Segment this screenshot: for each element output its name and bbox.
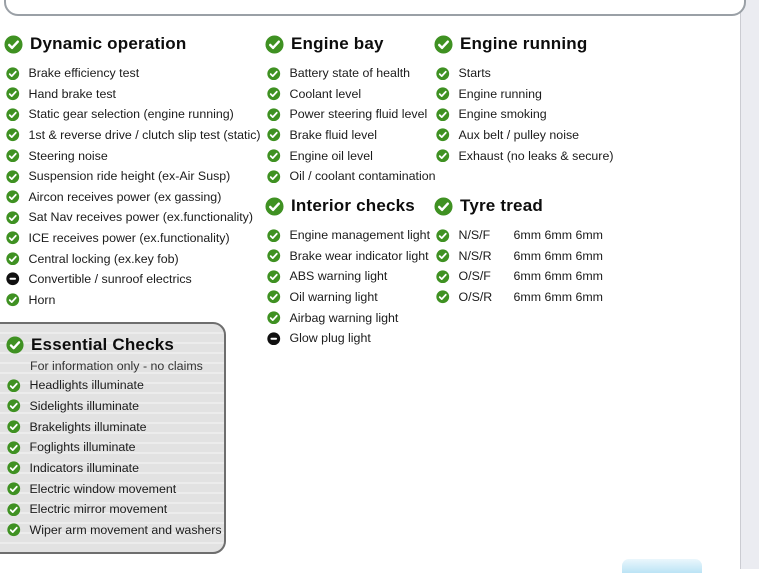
check-circle-icon <box>267 311 281 325</box>
checklist-item <box>6 290 259 311</box>
checklist-item <box>6 269 259 290</box>
checklist-item-label: Exhaust (no leaks & secure) <box>458 148 614 163</box>
checklist-item <box>6 145 259 166</box>
checklist-item-label: Wiper arm movement and washers <box>29 523 222 538</box>
checklist-item <box>436 125 649 146</box>
checklist <box>434 63 649 166</box>
checklist-item-label: Glow plug light <box>289 331 371 346</box>
checklist-item-label: Engine oil level <box>289 148 373 163</box>
checklist-item-label: Aux belt / pulley noise <box>458 128 580 143</box>
checklist-item-label: Steering noise <box>28 148 108 163</box>
checklist-item-label: Sidelights illuminate <box>29 399 140 414</box>
section-header <box>265 195 445 217</box>
check-circle-icon <box>4 35 23 54</box>
tyre-tread-row <box>436 287 649 308</box>
checklist-item <box>436 104 649 125</box>
section-header <box>6 334 224 355</box>
checklist-item <box>6 125 259 146</box>
checklist-item <box>7 499 224 520</box>
previous-card-bottom-edge <box>4 0 746 16</box>
tyre-position-label: O/S/F <box>458 269 491 284</box>
check-circle-icon <box>6 87 20 101</box>
section-header <box>434 195 649 217</box>
check-circle-icon <box>267 229 281 243</box>
section-header <box>4 33 259 55</box>
check-circle-icon <box>267 128 281 142</box>
check-circle-icon <box>436 67 450 81</box>
checklist <box>6 375 224 541</box>
check-circle-icon <box>267 170 281 184</box>
check-circle-icon <box>267 87 281 101</box>
check-circle-icon <box>436 290 450 304</box>
checklist-item-label: Sat Nav receives power (ex.functionality) <box>28 210 254 225</box>
check-circle-icon <box>6 252 20 266</box>
checklist-item <box>6 187 259 208</box>
section-engine-running <box>434 33 649 166</box>
tyre-depth-values: 6mm 6mm 6mm <box>513 228 603 243</box>
checklist-item-label: Hand brake test <box>28 86 116 101</box>
section-interior-checks <box>265 195 445 349</box>
partial-button-edge[interactable] <box>622 559 702 573</box>
check-circle-icon <box>6 128 20 142</box>
tyre-depth-values: 6mm 6mm 6mm <box>513 290 603 305</box>
check-circle-icon <box>267 108 281 122</box>
check-circle-icon <box>6 336 24 354</box>
checklist <box>265 63 445 187</box>
tyre-tread-row <box>436 266 649 287</box>
section-header <box>265 33 445 55</box>
check-circle-icon <box>436 87 450 101</box>
section-title: Engine bay <box>291 34 384 53</box>
checklist-item-label: Electric window movement <box>29 481 177 496</box>
section-title: Dynamic operation <box>30 34 187 53</box>
checklist-item-label: ICE receives power (ex.functionality) <box>28 231 230 246</box>
not-applicable-icon <box>267 332 281 346</box>
checklist-item <box>7 416 224 437</box>
checklist-item <box>6 207 259 228</box>
checklist <box>265 225 445 349</box>
check-circle-icon <box>6 231 20 245</box>
check-circle-icon <box>7 523 21 537</box>
checklist-item <box>436 63 649 84</box>
checklist-item-label: Starts <box>458 66 491 81</box>
tyre-tread-list <box>434 225 649 307</box>
checklist-item <box>7 375 224 396</box>
checklist-item <box>267 84 445 105</box>
check-circle-icon <box>265 197 284 216</box>
tyre-tread-row <box>436 225 649 246</box>
tyre-depth-values: 6mm 6mm 6mm <box>513 269 603 284</box>
check-circle-icon <box>267 270 281 284</box>
checklist-item-label: Central locking (ex.key fob) <box>28 251 179 266</box>
checklist-item-label: Power steering fluid level <box>289 107 428 122</box>
section-title: Engine running <box>460 34 588 53</box>
check-circle-icon <box>6 67 20 81</box>
checklist-item <box>267 328 445 349</box>
checklist-item <box>267 166 445 187</box>
check-circle-icon <box>436 249 450 263</box>
checklist-item <box>7 396 224 417</box>
check-circle-icon <box>267 67 281 81</box>
section-title: Tyre tread <box>460 196 543 215</box>
checklist-item-label: Engine smoking <box>458 107 547 122</box>
checklist-item-label: Oil / coolant contamination <box>289 169 436 184</box>
check-circle-icon <box>267 149 281 163</box>
check-circle-icon <box>6 211 20 225</box>
checklist-item-label: Battery state of health <box>289 66 411 81</box>
check-circle-icon <box>7 482 21 496</box>
check-circle-icon <box>434 35 453 54</box>
section-title: Interior checks <box>291 196 415 215</box>
check-circle-icon <box>6 190 20 204</box>
check-circle-icon <box>434 197 453 216</box>
tyre-position-label: O/S/R <box>458 290 493 305</box>
checklist-item <box>6 63 259 84</box>
checklist-item-label: ABS warning light <box>289 269 388 284</box>
check-circle-icon <box>436 270 450 284</box>
checklist-item <box>267 307 445 328</box>
check-circle-icon <box>6 108 20 122</box>
essential-checks-note: For information only - no claims <box>30 359 203 373</box>
checklist-item <box>267 225 445 246</box>
right-gutter <box>740 0 759 569</box>
checklist-item-label: Horn <box>28 292 56 307</box>
checklist <box>4 63 259 310</box>
check-circle-icon <box>7 420 21 434</box>
checklist-item <box>436 84 649 105</box>
checklist-item <box>7 437 224 458</box>
section-tyre-tread <box>434 195 649 307</box>
check-circle-icon <box>436 128 450 142</box>
checklist-item-label: Brake efficiency test <box>28 66 140 81</box>
section-title: Essential Checks <box>31 334 175 354</box>
checklist-item <box>267 63 445 84</box>
check-circle-icon <box>7 379 21 393</box>
checklist-item-label: Brake fluid level <box>289 128 377 143</box>
checklist-item-label: Indicators illuminate <box>29 461 140 476</box>
checklist-item <box>6 228 259 249</box>
checklist-item <box>267 266 445 287</box>
checklist-item-label: Brake wear indicator light <box>289 248 429 263</box>
checklist-item <box>7 478 224 499</box>
check-circle-icon <box>6 170 20 184</box>
check-circle-icon <box>7 399 21 413</box>
check-circle-icon <box>6 149 20 163</box>
check-circle-icon <box>7 503 21 517</box>
section-engine-bay <box>265 33 445 187</box>
checklist-item <box>6 104 259 125</box>
checklist-item-label: Foglights illuminate <box>29 440 136 455</box>
check-circle-icon <box>265 35 284 54</box>
checklist-item-label: Brakelights illuminate <box>29 419 147 434</box>
checklist-item <box>7 458 224 479</box>
checklist-item-label: 1st & reverse drive / clutch slip test (static) <box>28 128 261 143</box>
checklist-item <box>267 104 445 125</box>
check-circle-icon <box>436 149 450 163</box>
check-circle-icon <box>7 461 21 475</box>
tyre-position-label: N/S/R <box>458 248 492 263</box>
checklist-item-label: Oil warning light <box>289 290 378 305</box>
tyre-position-label: N/S/F <box>458 228 491 243</box>
checklist-item-label: Aircon receives power (ex gassing) <box>28 189 222 204</box>
section-header <box>434 33 649 55</box>
checklist-item <box>267 246 445 267</box>
checklist-item-label: Airbag warning light <box>289 310 399 325</box>
check-circle-icon <box>267 290 281 304</box>
checklist-item <box>6 248 259 269</box>
checklist-item <box>436 145 649 166</box>
check-circle-icon <box>436 229 450 243</box>
checklist-item <box>7 520 224 541</box>
tyre-tread-row <box>436 246 649 267</box>
check-circle-icon <box>267 249 281 263</box>
checklist-item-label: Static gear selection (engine running) <box>28 107 234 122</box>
checklist-item <box>6 166 259 187</box>
checklist-item-label: Electric mirror movement <box>29 502 168 517</box>
check-circle-icon <box>6 293 20 307</box>
checklist-item-label: Coolant level <box>289 86 362 101</box>
checklist-item-label: Engine running <box>458 86 542 101</box>
checklist-item-label: Convertible / sunroof electrics <box>28 272 192 287</box>
essential-checks-box <box>0 322 226 554</box>
checklist-item <box>267 145 445 166</box>
checklist-item-label: Headlights illuminate <box>29 378 144 393</box>
check-circle-icon <box>7 441 21 455</box>
checklist-item-label: Suspension ride height (ex-Air Susp) <box>28 169 231 184</box>
check-circle-icon <box>436 108 450 122</box>
checklist-item <box>267 287 445 308</box>
tyre-depth-values: 6mm 6mm 6mm <box>513 248 603 263</box>
checklist-item <box>6 84 259 105</box>
checklist-item <box>267 125 445 146</box>
checklist-item-label: Engine management light <box>289 228 431 243</box>
not-applicable-icon <box>6 272 20 286</box>
section-dynamic-operation <box>4 33 259 310</box>
